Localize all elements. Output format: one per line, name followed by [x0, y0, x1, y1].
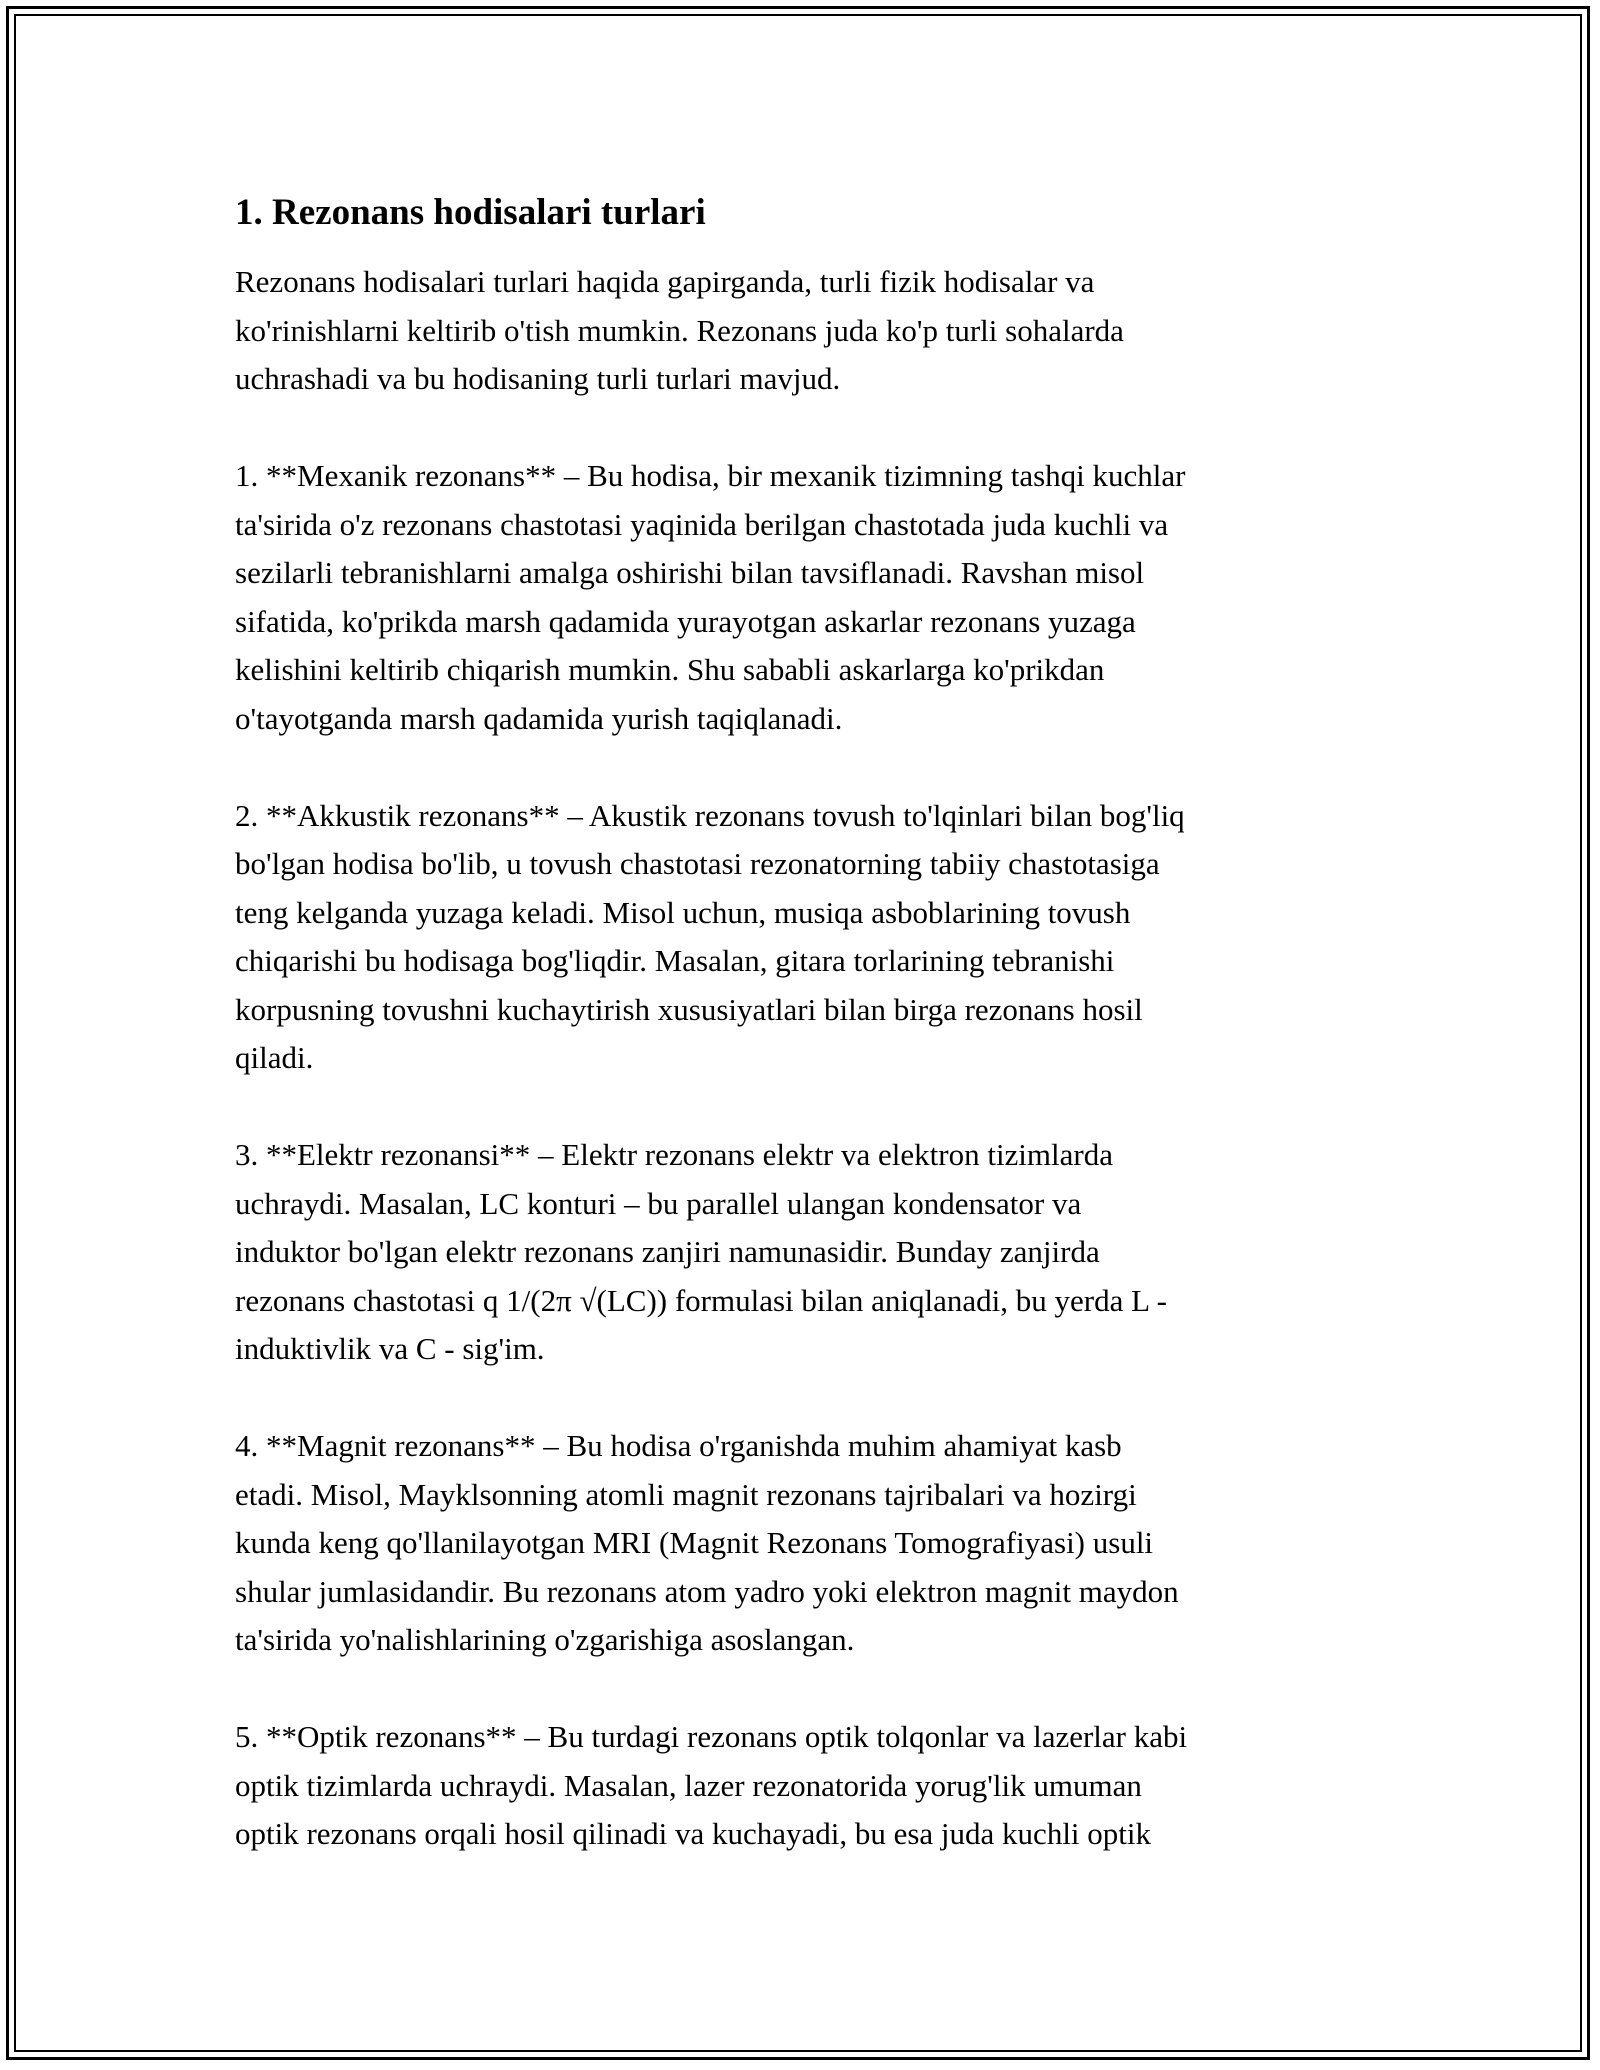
- text-line: induktivlik va C - sig'im.: [235, 1331, 545, 1366]
- text-line: optik rezonans orqali hosil qilinadi va kuchayadi, bu esa juda kuchli optik: [235, 1816, 1152, 1851]
- document-body: [235, 188, 1375, 1907]
- text-line: rezonans chastotasi q 1/(2π √(LC)) formulasi bilan aniqlanadi, bu yerda L -: [235, 1282, 1167, 1318]
- paragraph-electric-resonance: [235, 1131, 1375, 1374]
- text-line: induktor bo'lgan elektr rezonans zanjiri namunasidir. Bunday zanjirda: [235, 1234, 1100, 1269]
- text-line: qiladi.: [235, 1040, 314, 1075]
- text-line: ko'rinishlarni keltirib o'tish mumkin. Rezonans juda ko'p turli sohalarda: [235, 312, 1124, 348]
- text-line: ta'sirida o'z rezonans chastotasi yaqinida berilgan chastotada juda kuchli va: [235, 506, 1169, 542]
- text-line: sezilarli tebranishlarni amalga oshirishi bilan tavsiflanadi. Ravshan misol: [235, 555, 1145, 590]
- text-line: uchraydi. Masalan, LC konturi – bu parallel ulangan kondensator va: [235, 1185, 1082, 1221]
- text-line: optik tizimlarda uchraydi. Masalan, lazer rezonatorida yorug'lik umuman: [235, 1767, 1142, 1803]
- text-line: o'tayotganda marsh qadamida yurish taqiqlanadi.: [235, 700, 843, 736]
- text-line: 2. **Akkustik rezonans** – Akustik rezonans tovush to'lqinlari bilan bog'liq: [235, 797, 1185, 833]
- paragraph-mechanical-resonance: [235, 452, 1375, 743]
- paragraph-optical-resonance: [235, 1713, 1375, 1859]
- section-heading: 1. Rezonans hodisalari turlari: [235, 192, 706, 233]
- text-line: 5. **Optik rezonans** – Bu turdagi rezonans optik tolqonlar va lazerlar kabi: [235, 1719, 1188, 1754]
- text-line: teng kelganda yuzaga keladi. Misol uchun, musiqa asboblarining tovush: [235, 894, 1131, 930]
- text-line: etadi. Misol, Mayklsonning atomli magnit rezonans tajribalari va hozirgi: [235, 1476, 1137, 1512]
- text-line: 4. **Magnit rezonans** – Bu hodisa o'rganishda muhim ahamiyat kasb: [235, 1428, 1122, 1463]
- text-line: ta'sirida yo'nalishlarining o'zgarishiga asoslangan.: [235, 1622, 855, 1657]
- text-line: kelishini keltirib chiqarish mumkin. Shu sababli askarlarga ko'prikdan: [235, 652, 1105, 687]
- text-line: korpusning tovushni kuchaytirish xususiyatlari bilan birga rezonans hosil: [235, 991, 1143, 1027]
- text-line: kunda keng qo'llanilayotgan MRI (Magnit Rezonans Tomografiyasi) usuli: [235, 1525, 1154, 1560]
- paragraph-acoustic-resonance: [235, 792, 1375, 1083]
- paragraph-magnetic-resonance: [235, 1422, 1375, 1665]
- text-line: Rezonans hodisalari turlari haqida gapirganda, turli fizik hodisalar va: [235, 264, 1095, 299]
- text-line: 1. **Mexanik rezonans** – Bu hodisa, bir mexanik tizimning tashqi kuchlar: [235, 458, 1186, 493]
- text-line: shular jumlasidandir. Bu rezonans atom yadro yoki elektron magnit maydon: [235, 1573, 1179, 1609]
- text-line: sifatida, ko'prikda marsh qadamida yurayotgan askarlar rezonans yuzaga: [235, 603, 1136, 639]
- text-line: chiqarishi bu hodisaga bog'liqdir. Masalan, gitara torlarining tebranishi: [235, 943, 1115, 978]
- paragraph-intro: [235, 258, 1375, 404]
- text-line: bo'lgan hodisa bo'lib, u tovush chastotasi rezonatorning tabiiy chastotasiga: [235, 846, 1160, 881]
- text-line: uchrashadi va bu hodisaning turli turlari mavjud.: [235, 361, 841, 396]
- text-line: 3. **Elektr rezonansi** – Elektr rezonans elektr va elektron tizimlarda: [235, 1137, 1113, 1172]
